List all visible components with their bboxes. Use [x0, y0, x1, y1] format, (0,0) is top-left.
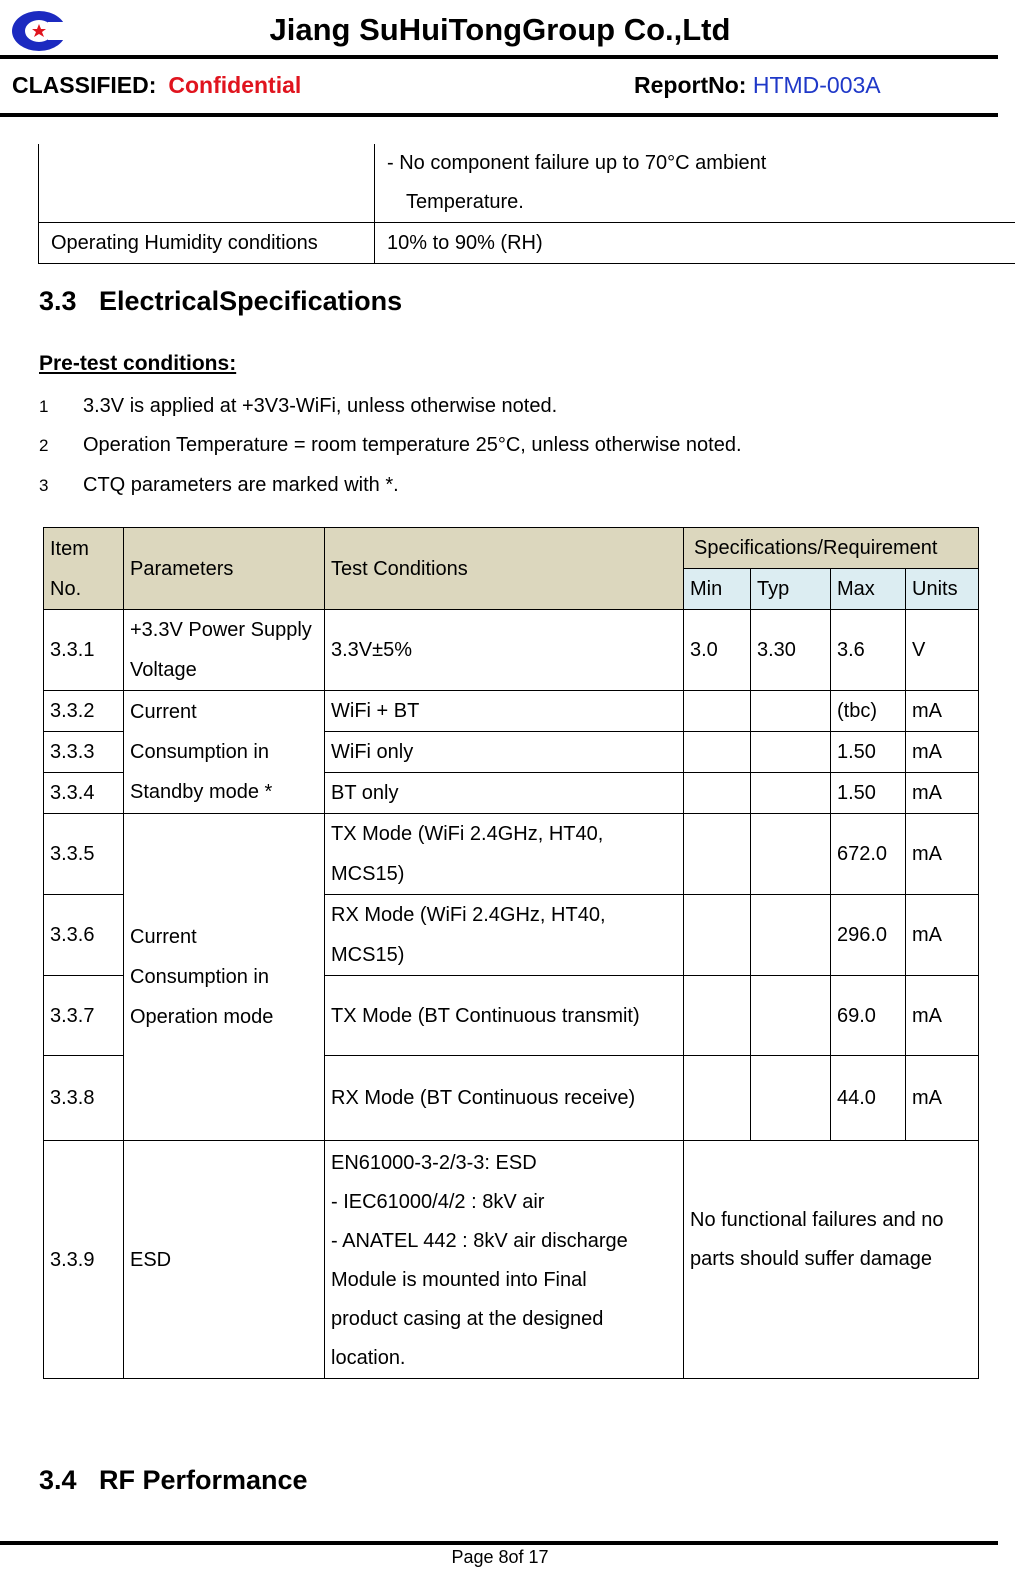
cell-min: [684, 976, 751, 1056]
condition-item: [39, 434, 742, 457]
section-heading-3-3: [39, 286, 402, 317]
table-row: [44, 691, 979, 732]
temperature-note-cont: Temperature.: [406, 191, 524, 213]
table-cell: [375, 144, 1015, 223]
cell-typ: [751, 976, 831, 1056]
cell-typ: [751, 1056, 831, 1141]
condition-item: [39, 474, 399, 497]
cell-cond: TX Mode (WiFi 2.4GHz, HT40, MCS15): [325, 814, 684, 895]
cell-param: +3.3V Power Supply Voltage: [124, 610, 325, 691]
header-item-no: Item No.: [44, 528, 124, 610]
cell-item: 3.3.8: [44, 1056, 124, 1141]
condition-text: Operation Temperature = room temperature 25°C, unless otherwise noted.: [83, 434, 742, 456]
header-units: Units: [906, 569, 979, 610]
cell-typ: [751, 691, 831, 732]
footer-rule: [0, 1541, 998, 1545]
cell-item: 3.3.5: [44, 814, 124, 895]
cell-max: 1.50: [831, 773, 906, 814]
cell-cond: TX Mode (BT Continuous transmit): [325, 976, 684, 1056]
esd-line: Module is mounted into Final: [331, 1268, 587, 1291]
cell-units: V: [906, 610, 979, 691]
classification: [12, 72, 301, 99]
cell-units: mA: [906, 773, 979, 814]
header-specifications: Specifications/Requirement: [684, 528, 979, 569]
condition-number: 3: [39, 476, 49, 495]
cell-item: 3.3.1: [44, 610, 124, 691]
cell-units: mA: [906, 732, 979, 773]
cell-units: mA: [906, 1056, 979, 1141]
report-value: HTMD-003A: [752, 72, 881, 98]
esd-line: location.: [331, 1346, 406, 1369]
cell-item: 3.3.7: [44, 976, 124, 1056]
condition-item: [39, 395, 557, 418]
condition-number: 1: [39, 397, 49, 416]
table-row: [44, 610, 979, 691]
esd-line: EN61000-3-2/3-3: ESD: [331, 1151, 537, 1174]
cell-param: ESD: [124, 1141, 325, 1379]
cell-item: 3.3.6: [44, 895, 124, 976]
cell-max: (tbc): [831, 691, 906, 732]
header-max: Max: [831, 569, 906, 610]
cell-max: 1.50: [831, 732, 906, 773]
cell-item: 3.3.4: [44, 773, 124, 814]
cell-min: [684, 691, 751, 732]
cell-item: 3.3.9: [44, 1141, 124, 1379]
humidity-label: Operating Humidity conditions: [39, 223, 375, 264]
cell-min: [684, 895, 751, 976]
section-title: ElectricalSpecifications: [99, 286, 403, 316]
table-header-row: [44, 528, 979, 569]
classified-value: Confidential: [168, 72, 302, 98]
section-title: RF Performance: [99, 1465, 308, 1495]
cell-typ: [751, 895, 831, 976]
section-number: 3.4: [39, 1465, 77, 1495]
environment-table: [38, 144, 1015, 264]
cell-min: [684, 773, 751, 814]
cell-max: 672.0: [831, 814, 906, 895]
cell-max: 3.6: [831, 610, 906, 691]
cell-typ: [751, 732, 831, 773]
cell-cond: BT only: [325, 773, 684, 814]
cell-min: [684, 814, 751, 895]
cell-esd-conditions: [325, 1141, 684, 1379]
temperature-note: - No component failure up to 70°C ambient: [387, 152, 767, 174]
header-typ: Typ: [751, 569, 831, 610]
cell-cond: 3.3V±5%: [325, 610, 684, 691]
humidity-value: 10% to 90% (RH): [375, 223, 1015, 264]
page-number: Page 8of 17: [451, 1547, 549, 1567]
table-row: [44, 814, 979, 895]
table-row: [44, 1141, 979, 1379]
esd-line: product casing at the designed: [331, 1307, 604, 1330]
company-name: Jiang SuHuiTongGroup Co.,Ltd: [269, 12, 731, 47]
header-min: Min: [684, 569, 751, 610]
cell-esd-requirement: No functional failures and no parts should suffer damage: [684, 1141, 979, 1379]
esd-line: - ANATEL 442 : 8kV air discharge: [331, 1229, 628, 1252]
table-cell: [39, 144, 375, 223]
electrical-spec-table: [43, 527, 979, 1379]
cell-typ: 3.30: [751, 610, 831, 691]
cell-cond: WiFi + BT: [325, 691, 684, 732]
report-label: ReportNo:: [634, 72, 747, 98]
cell-units: mA: [906, 814, 979, 895]
cell-min: 3.0: [684, 610, 751, 691]
cell-units: mA: [906, 976, 979, 1056]
cell-typ: [751, 773, 831, 814]
cell-cond: WiFi only: [325, 732, 684, 773]
cell-min: [684, 1056, 751, 1141]
cell-item: 3.3.3: [44, 732, 124, 773]
cell-cond: RX Mode (WiFi 2.4GHz, HT40, MCS15): [325, 895, 684, 976]
cell-units: mA: [906, 895, 979, 976]
cell-cond: RX Mode (BT Continuous receive): [325, 1056, 684, 1141]
cell-standby-param: Current Consumption in Standby mode *: [124, 691, 325, 814]
cell-max: 69.0: [831, 976, 906, 1056]
report-number: [634, 72, 881, 99]
condition-number: 2: [39, 436, 49, 455]
cell-max: 296.0: [831, 895, 906, 976]
table-row: [39, 223, 1015, 264]
condition-text: 3.3V is applied at +3V3-WiFi, unless otherwise noted.: [83, 395, 558, 417]
classified-label: CLASSIFIED:: [12, 72, 157, 98]
pretest-title: Pre-test conditions:: [39, 352, 237, 375]
cell-operation-param: Current Consumption in Operation mode: [124, 814, 325, 1141]
cell-typ: [751, 814, 831, 895]
cell-min: [684, 732, 751, 773]
cell-units: mA: [906, 691, 979, 732]
header-rule: [0, 55, 998, 59]
condition-text: CTQ parameters are marked with *.: [83, 474, 399, 496]
table-row: [39, 144, 1015, 223]
section-number: 3.3: [39, 286, 77, 316]
header-rule-bottom: [0, 113, 998, 117]
header-test-conditions: Test Conditions: [325, 528, 684, 610]
header-parameters: Parameters: [124, 528, 325, 610]
section-heading-3-4: [39, 1465, 308, 1496]
cell-item: 3.3.2: [44, 691, 124, 732]
cell-max: 44.0: [831, 1056, 906, 1141]
esd-line: - IEC61000/4/2 : 8kV air: [331, 1190, 545, 1213]
